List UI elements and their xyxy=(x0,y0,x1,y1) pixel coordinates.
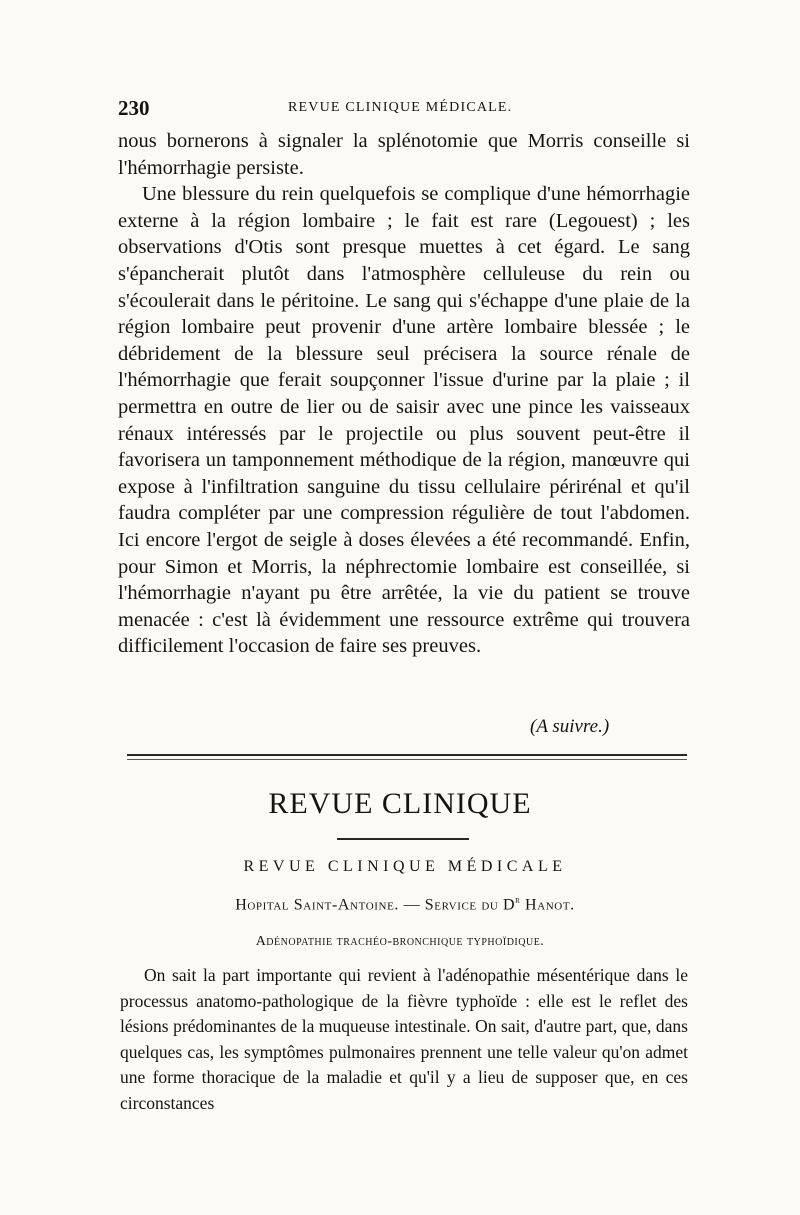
paragraph: Une blessure du rein quelquefois se complique d'une hémorrhagie externe à la région lombaire ; le fait est rare (Legouest) ; les observations d'Otis sont presque muettes à cet égard. Le sang s'épancherait plutôt dans l'atmosphère celluleuse du rein ou s'écoulerait dans le péritoine. Le sang qui s'échappe d'une plaie de la région lombaire peut provenir d'une artère lombaire blessée ; le débridement de la blessure seul précisera la source rénale de l'hémorrhagie que ferait soupçonner l'issue d'urine par la plaie ; il permettra en outre de lier ou de saisir avec une pince les vaisseaux rénaux intéressés par le projectile ou plus souvent peut-être il favorisera un tamponnement méthodique de la région, manœuvre qui expose à l'infiltration sanguine du tissu cellulaire périrénal et qu'il faudra compléter par une compression régulière de tout l'abdomen. Ici encore l'ergot de seigle à doses élevées a été recommandé. Enfin, pour Simon et Morris, la néphrectomie lombaire est conseillée, si l'hémorrhagie n'ayant pu être arrêtée, la vie du patient se trouve menacée : c'est là évidemment une ressource extrême qui trouvera difficilement l'occasion de faire ses preuves. xyxy=(118,183,690,658)
to-be-continued: (A suivre.) xyxy=(530,716,610,737)
page-number: 230 xyxy=(118,96,150,120)
paragraph: nous bornerons à signaler la splénotomie que Morris conseille si l'hémorrhagie persiste. xyxy=(118,130,690,179)
section-divider xyxy=(127,752,687,762)
title-rule xyxy=(337,838,469,840)
continuation-text xyxy=(118,128,690,660)
article-title: Adénopathie trachéo-bronchique typhoïdique. xyxy=(255,934,545,949)
running-title: REVUE CLINIQUE MÉDICALE. xyxy=(288,100,513,115)
article-text xyxy=(120,963,688,1116)
hospital-line xyxy=(0,895,800,914)
subsection-title: REVUE CLINIQUE MÉDICALE xyxy=(243,858,567,875)
section-title: REVUE CLINIQUE xyxy=(268,787,532,820)
running-head xyxy=(118,96,690,124)
paragraph: On sait la part importante qui revient à l'adénopathie mésentérique dans le processus anatomo-pathologique de la fièvre typhoïde : elle est le reflet des lésions prédominantes de la muqueuse intestinale. On sait, d'autre part, que, dans quelques cas, les symptômes pulmonaires prennent une telle valeur qu'on admet une forme thoracique de la maladie et qu'il y a lieu de supposer que, en ces circonstances xyxy=(120,965,688,1113)
hospital-suffix: Hanot. xyxy=(520,896,575,914)
hospital-sup: r xyxy=(515,895,521,906)
hospital-prefix: Hopital Saint-Antoine. — Service du D xyxy=(235,896,516,914)
